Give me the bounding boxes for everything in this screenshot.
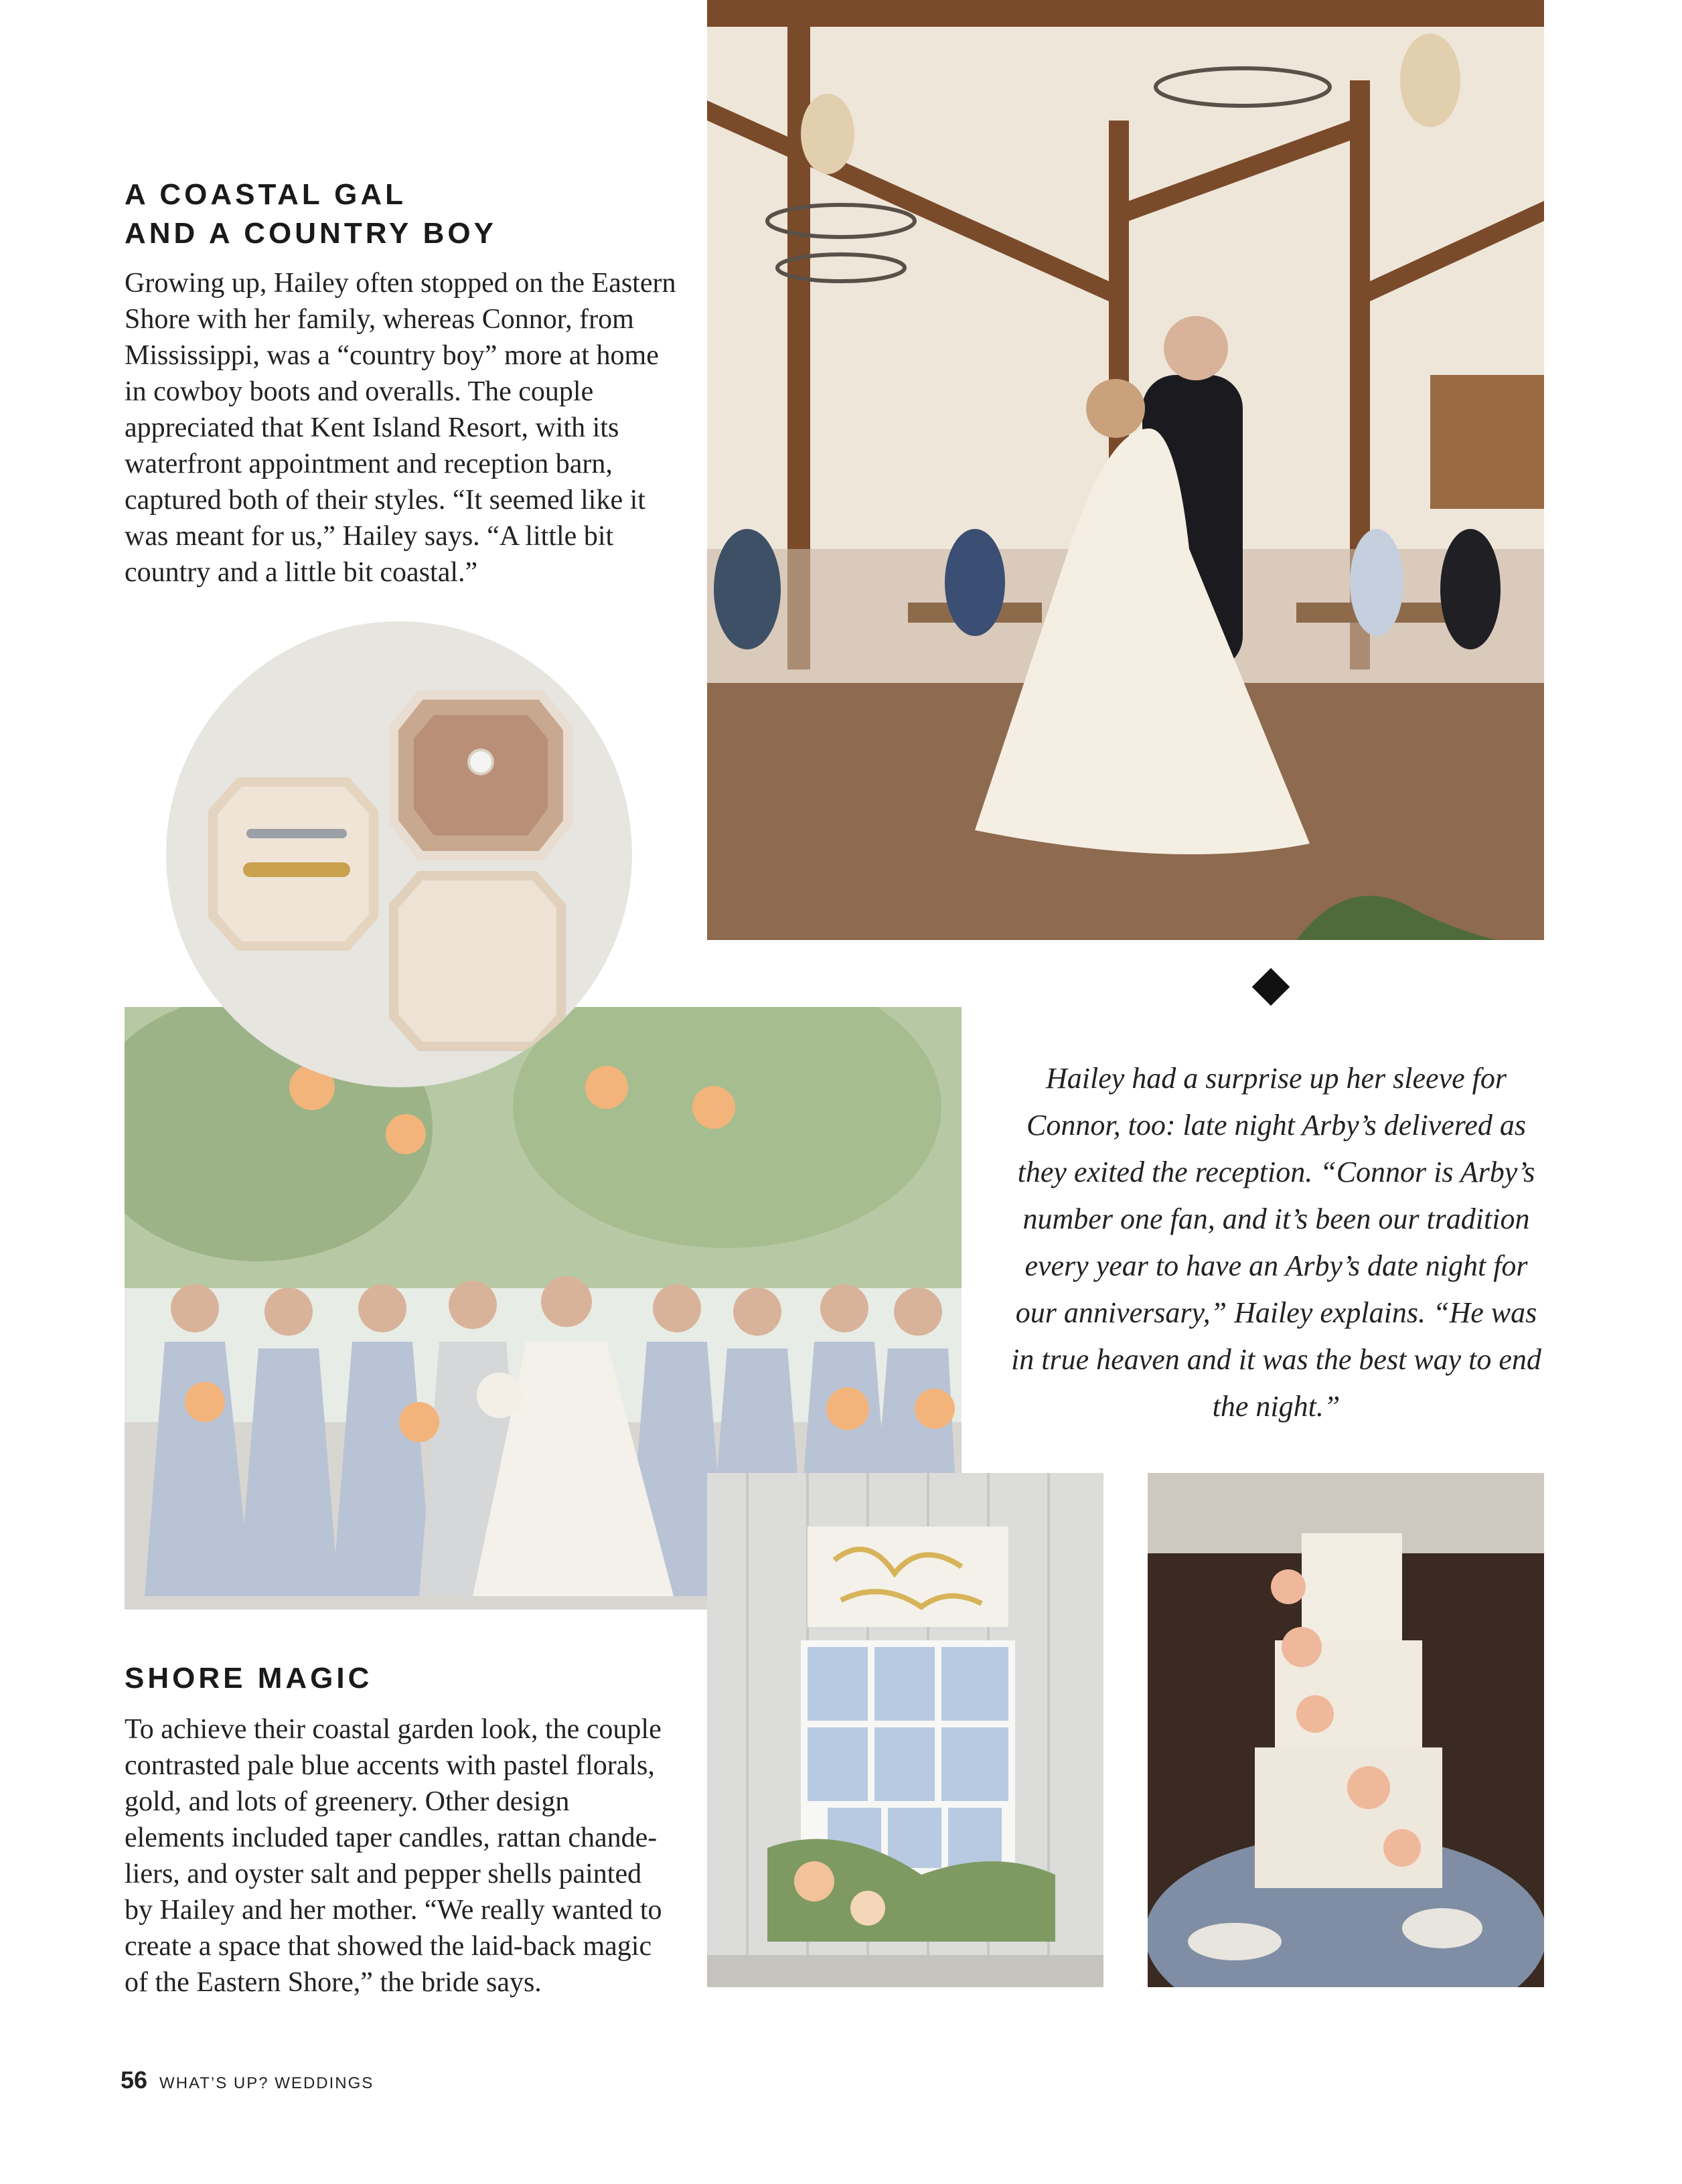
publication-name: WHAT’S UP? WEDDINGS (159, 2074, 374, 2092)
ring-boxes-photo (166, 621, 632, 1087)
pull-quote: Hailey had a surprise up her sleeve for Connor, too: late night Arby’s delivered as they exited the reception. “Connor is Arby’s number one fan, and it’s been our tradition every year to have an Arby’s date night for our anniversary,” Hailey explains. “He was in true heaven and it was the best way to end the night.” (1011, 1062, 1541, 1423)
page-footer (121, 2066, 374, 2094)
section-body-coastal: Growing up, Hailey often stopped on the Eastern Shore with her family, whereas Connor, from Mississippi, was a “country boy” more at home in cowboy boots and overalls. The couple appreciated that Kent Island Resort, with its waterfront appointment and reception barn, captured both of their styles. “It seemed like it was meant for us,” Hailey says. “A little bit country and a little bit coastal.” (125, 268, 676, 588)
heading-line-1: A COASTAL GAL (125, 178, 407, 211)
section-heading-shore: SHORE MAGIC (125, 1662, 373, 1695)
section-heading-coastal (125, 175, 633, 253)
diamond-icon (1252, 968, 1290, 1006)
page-number: 56 (121, 2066, 148, 2094)
seating-chart-photo (707, 1473, 1103, 1987)
wedding-cake-photo (1148, 1473, 1544, 1987)
first-dance-photo (707, 0, 1544, 940)
section-body-shore: To achieve their coastal garden look, the couple contrasted pale blue accents with pastel florals, gold, and lots of greenery. Other design elements included taper candles, rattan chande-liers, and oyster salt and pepper shells painted by Hailey and her mother. “We really wanted to create a space that showed the laid-back magic of the Eastern Shore,” the bride says. (125, 1714, 662, 1998)
heading-line-2: AND A COUNTRY BOY (125, 217, 497, 250)
